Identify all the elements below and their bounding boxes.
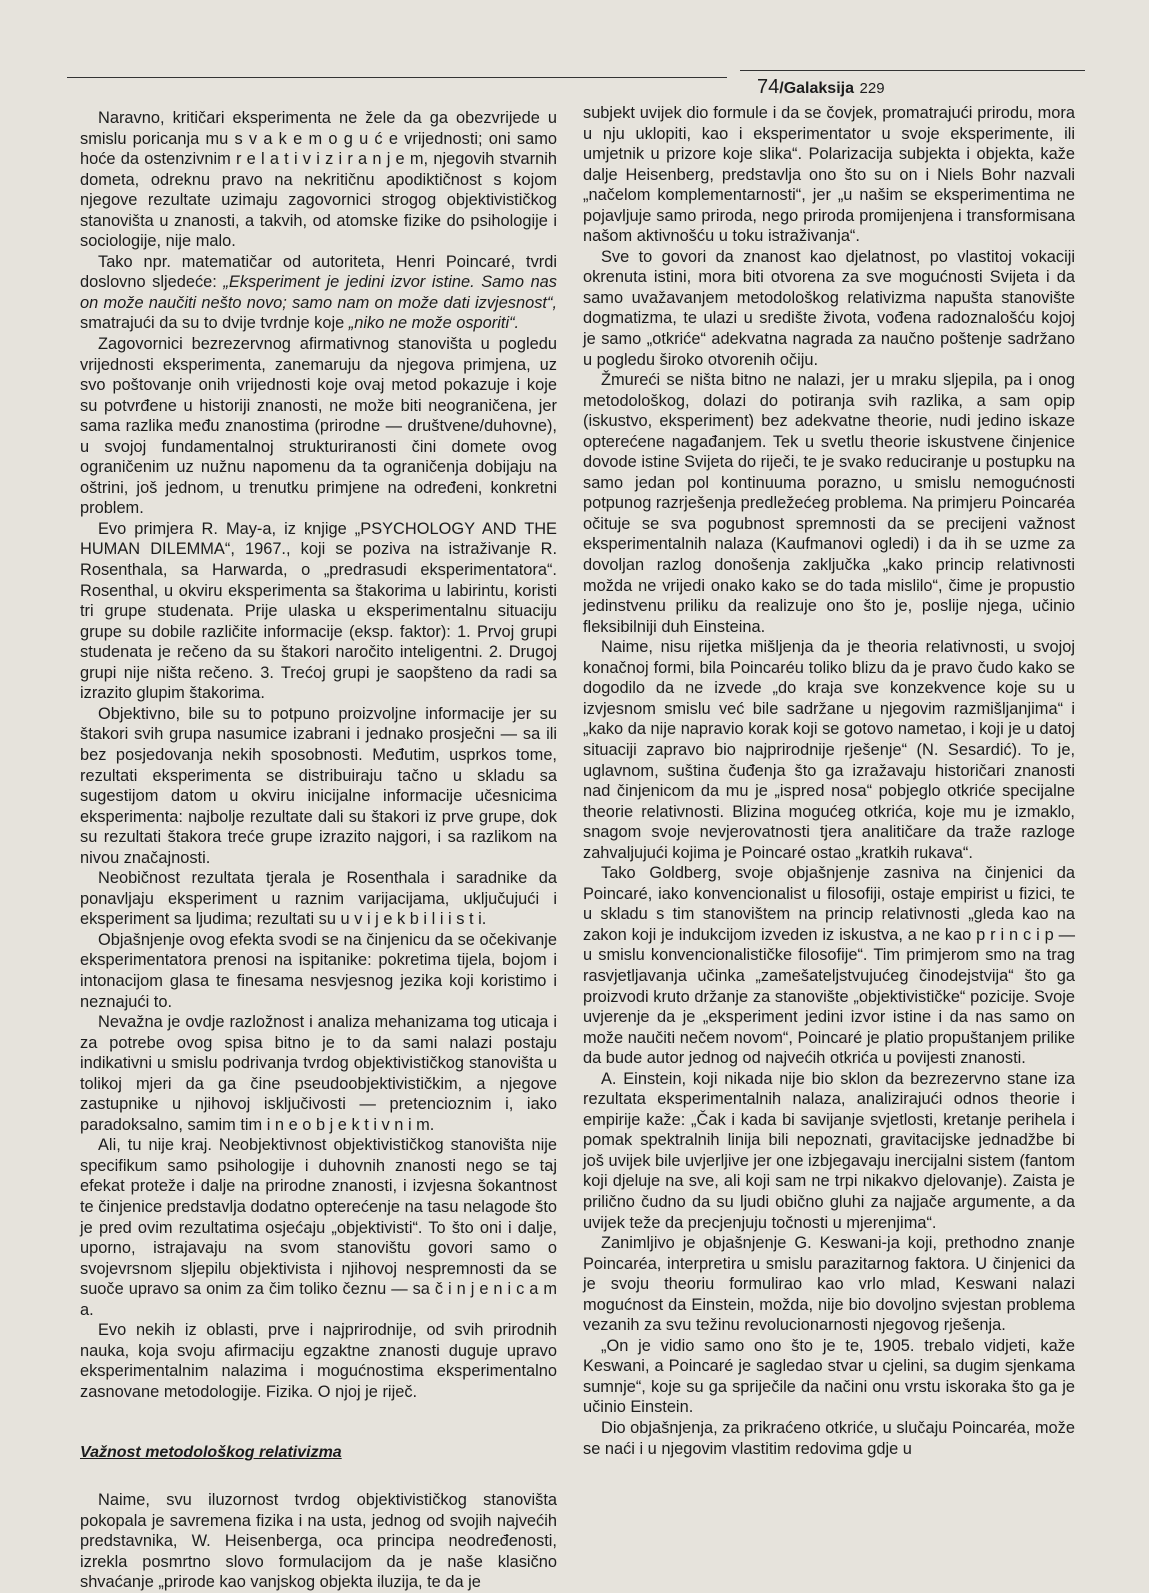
- header-rule-right: [740, 70, 1085, 71]
- paragraph: Naravno, kritičari eksperimenta ne žele da ga obezvrijede u smislu poricanja mu s v a k e m o g u ć e vrijednosti; oni samo hoće da ostenzivnim r e l a t i v i z i r a n j e m, njegovih stvarnih dometa, odreknu pravo na nekritičnu apodiktičnost s kojom njegove rezultate uzimaju zagovornici strogog objektivističkog stanovišta u znanosti, a takvih, od atomske fizike do psihologije i sociologije, nije malo.: [80, 109, 557, 251]
- paragraph: subjekt uvijek dio formule i da se čovjek, promatrajući prirodu, mora u nju uklopiti, kao i eksperimentator u svoje eksperimente, ili umjetnik u prizore koje slika“. Polarizacija subjekta i objekta, kaže dalje Heisenberg, predstavlja ono što su on i Niels Bohr nazvali „načelom komplementarnosti“, jer „u našim se eksperimentima ne pojavljuje samo priroda, nego priroda promijenjena i transformisana našom aktivnošću u toku istraživanja“.: [583, 104, 1075, 246]
- paragraph: Evo primjera R. May-a, iz knjige „PSYCHOLOGY AND THE HUMAN DILEMMA“, 1967., koji se poziva na istraživanje R. Rosenthala, sa Harwarda, o „predrasudi eksperimentatora“. Rosenthal, u okviru eksperimenta sa štakorima u labirintu, koristi tri grupe studenata. Prije ulaska u eksperimentalnu situaciju grupe su dobile različite informacije (eksp. faktor): 1. Prvoj grupi studenata je rečeno da su štakori naročito inteligentni. 2. Drugoj grupi nije ništa rečeno. 3. Trećoj grupi je saopšteno da radi sa izrazito glupim štakorima.: [80, 519, 557, 703]
- paragraph: Objektivno, bile su to potpuno proizvoljne informacije jer su štakori svih grupa nasumice izabrani i jednako prosječni — sa ili bez posjedovanja nekih sposobnosti. Međutim, usprkos tome, rezultati eksperimenta se distribuiraju tačno u skladu sa sugestijom datom u okviru inicijalne informacije učesnicima eksperimenta: najbolje rezultate dali su štakori iz prve grupe, dok su rezultati štakora treće grupe izrazito najgori, i sa razlikom na nivou značajnosti.: [80, 704, 557, 867]
- paragraph: Ali, tu nije kraj. Neobjektivnost objektivističkog stanovišta nije specifikum samo psihologije i duhovnih znanosti nego se taj efekat proteže i dalje na prirodne znanosti, i izvjesna šokantnost te činjenice predstavlja dodatno opterećenje na tasu nelagode što je pred ovim rezultatima osjećaju „objektivisti“. To što oni i dalje, uporno, istrajavaju na svom stanovištu govori samo o svojevrsnom sljepilu objektivista i njihovoj nespremnosti da se suoče upravo sa onim za čim toliko čeznu — sa č i n j e n i c a m a.: [80, 1136, 557, 1319]
- paragraph: Evo nekih iz oblasti, prve i najprirodnije, od svih prirodnih nauka, koja svoju afirmaciju egzaktne znanosti duguje upravo eksperimentalnim nalazima i mogućnostima eksperimentalno zasnovane metodologije. Fizika. O njoj je riječ.: [80, 1321, 557, 1401]
- paragraph: Zagovornici bezrezervnog afirmativnog stanovišta u pogledu vrijednosti eksperimenta, zanemaruju da njegova primjena, uz svo poštovanje onih vrijednosti koje ovaj metod pokazuje i koje su potvrđene u historiji znanosti, ne može biti neograničena, jer sama razlika među znanostima (prirodne — društvene/duhovne), u svojoj fundamentalnoj strukturiranosti čini domete ovog ograničenim uz nužnu napomenu da ta ograničenja dobijaju na oštrini, još jednom, u trenutku primjene na određeni, konkretni problem.: [80, 335, 557, 518]
- paragraph: Zanimljivo je objašnjenje G. Keswani-ja koji, prethodno znanje Poincaréa, interpretira u smislu parazitarnog faktora. U činjenici da je svoju theoriu formulirao kao vrlo mlad, Keswani nalazi mogućnost da Einstein, možda, nije bio dovoljno svjestan problema vezanih za svu težinu revolucionarnosti njegovog rješenja.: [583, 1234, 1075, 1335]
- paragraph: Sve to govori da znanost kao djelatnost, po vlastitoj vokaciji okrenuta istini, mora biti otvorena za sve mogućnosti Svijeta i da samo uvažavanjem metodološkog relativizma napušta stanovište dogmatizma, te ulazi u središte života, vođena radoznalošću kojoj je samo „otkriće“ adekvatna nagrada za naučno poštenje sadržano u pogledu široko otvorenih očiju.: [583, 247, 1075, 369]
- paragraph: Objašnjenje ovog efekta svodi se na činjenicu da se očekivanje eksperimentatora prenosi na ispitanike: pokretima tijela, bojom i intonacijom glasa te finesama nesvjesnog jezika koji koristimo i neznajući to.: [80, 930, 557, 1011]
- page-number: 74: [757, 76, 780, 98]
- paragraph: Neobičnost rezultata tjerala je Rosenthala i saradnike da ponavljaju eksperiment u raznim varijacijama, uključujući i eksperiment sa ljudima; rezultati su u v i j e k b i l i i s t i.: [80, 869, 557, 929]
- paragraph: Naime, nisu rijetka mišljenja da je theoria relativnosti, u svojoj konačnoj formi, bila Poincaréu toliko blizu da je pravo čudo kako se dogodilo da ne izvede „do kraja sve konzekvence koje su u izvjesnom smislu već bile sadržane u njegovim razmišljanjima“ i „kako da nije napravio korak koji se gotovo nametao, i koji je u datoj situaciji zapravo bio najprirodnije rješenje“ (N. Sesardić). To je, uglavnom, suština čuđenja što ga izražavaju historičari znanosti nad činjenicom da mu je „ispred nosa“ pobjeglo otkriće specijalne theorie relativnosti. Blizina mogućeg otkrića, koje mu je izmaklo, snagom svoje nevjerovatnosti tjera analitičare da traže razloge zahvaljujući kojima je Poincaré ostao „kratkih rukava“.: [583, 638, 1075, 862]
- header-rule-left: [67, 77, 727, 78]
- issue-number: 229: [859, 80, 885, 97]
- paragraph: Dio objašnjenja, za prikraćeno otkriće, u slučaju Poincaréa, može se naći i u njegovim vlastitim redovima gdje u: [583, 1419, 1075, 1458]
- quote: „Eksperiment je jedini izvor istine. Samo nas on može naučiti nešto novo; samo nam on može dati izvjesnost“,: [80, 273, 557, 312]
- magazine-name: Galaksija: [783, 80, 854, 97]
- paragraph: Naime, svu iluzornost tvrdog objektivističkog stanovišta pokopala je savremena fizika i na usta, jednog od svojih najvećih predstavnika, W. Heisenberga, oca principa neodređenosti, izrekla posmrtno slovo formulacijom da je naše klasično shvaćanje „prirode kao vanjskog objekta iluzija, te da je: [80, 1491, 557, 1592]
- paragraph: „On je vidio samo ono što je te, 1905. trebalo vidjeti, kaže Keswani, a Poincaré je sagledao stvar u cjelini, sa dugim sjenkama sumnje“, koje su ga spriječile da načini onu vrstu iskoraka što ga je učinio Einstein.: [583, 1336, 1075, 1417]
- page-header: 74/Galaksija 229: [757, 76, 885, 98]
- quote: „niko ne može osporiti“.: [348, 314, 520, 333]
- paragraph: Tako Goldberg, svoje objašnjenje zasniva na činjenici da Poincaré, iako konvencionalist u filosofiji, ostaje empirist u fizici, te u skladu s tim stanovištem na princip relativnosti „gleda kao na zakon koji je indukcijom izveden iz iskustva, a ne kao p r i n c i p — u smislu konvencionalističke filosofije“. Tim primjerom smo na trag rasvjetljavanja učinka „zamešateljstvujućeg činodejstvija“ što ga proizvodi kruto držanje za stanovište „objektivističke“ pozicije. Svoje uvjerenje da je „eksperiment jedini izvor istine i da nas samo on može naučiti nečem novom“, Poincaré je platio propuštanjem prilike da bude autor jednog od najvećih otkrića u povijesti znanosti.: [583, 864, 1075, 1068]
- section-heading: Važnost metodološkog relativizma: [80, 1444, 342, 1462]
- paragraph: Nevažna je ovdje razložnost i analiza mehanizama tog uticaja i za potrebe ovog spisa bitno je to da sami nalazi postaju indikativni u smislu podrivanja tvrdog objektivističkog stanovišta u tolikoj mjeri da ga čine pseudoobjektivističkim, a njegove zastupnike u njihovoj isključivosti — pretencioznim i, iako paradoksalno, samim tim i n e o b j e k t i v n i m.: [80, 1013, 557, 1134]
- right-column: [583, 103, 1075, 1459]
- left-column: [80, 108, 557, 1593]
- paragraph: Tako npr. matematičar od autoriteta, Henri Poincaré, tvrdi doslovno sljedeće: „Eksperiment je jedini izvor istine. Samo nas on može naučiti nešto novo; samo nam on može dati izvjesnost“, smatrajući da su to dvije tvrdnje koje „niko ne može osporiti“.: [80, 252, 557, 333]
- paragraph: Žmureći se ništa bitno ne nalazi, jer u mraku sljepila, pa i onog metodološkog, dolazi do potiranja svih razlika, a sam opip (iskustvo, eksperiment) bez adekvatne theorie, nudi jedino iskaze opterećene nagađanjem. Tek u svetlu theorie iskustvene činjenice dovode istine Svijeta do riječi, te je svako reduciranje u postupku na samo jedan pol kontinuuma porazno, u smislu nemogućnosti potpunog razrješenja predležećeg problema. Na primjeru Poincaréa očituje se sva pogubnost spremnosti da se precijeni važnost eksperimentalnih nalaza (Kaufmanovi ogledi) i da ih se uzme za dovoljan razlog donošenja zaključka „kako princip relativnosti možda ne vrijedi onako kako se do tada mislilo“, čime je propustio jedinstvenu priliku da realizuje ono što je, poslije njega, učinio fleksibilniji duh Einsteina.: [583, 371, 1076, 636]
- paragraph: A. Einstein, koji nikada nije bio sklon da bezrezervno stane iza rezultata eksperimentalnih nalaza, analizirajući odnos theorie i empirije kaže: „Čak i kada bi savijanje svjetlosti, kretanje perihela i pomak spektralnih linija bili nepoznati, gravitacijske jednadžbe bi još uvijek bile uvjerljive jer one izbjegavaju inercijalni sistem (fantom koji djeluje na sve, ali koji sam ne trpi nikakvo djelovanje). Zaista je prilično čudno da su ljudi obično gluhi za najjače argumente, a da uvijek teže da precjenjuju točnosti u mjerenjima“.: [583, 1069, 1075, 1232]
